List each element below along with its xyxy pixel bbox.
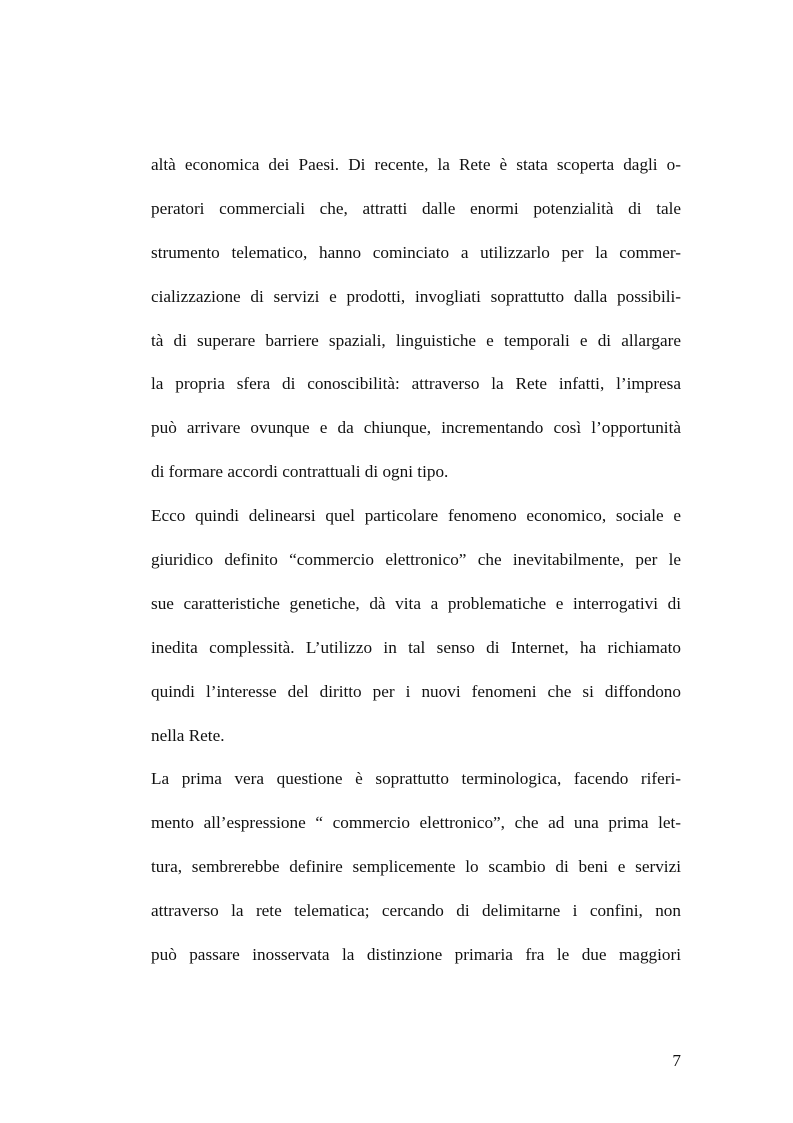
text-line: di formare accordi contrattuali di ogni tipo. [151,462,449,482]
text-line: tà di superare barriere spaziali, linguistiche e temporali e di allargare [151,330,681,350]
text-line: mento all’espressione “ commercio elettronico”, che ad una prima let- [151,813,681,833]
text-line: Ecco quindi delinearsi quel particolare fenomeno economico, sociale e [151,506,681,526]
text-line: la propria sfera di conoscibilità: attraverso la Rete infatti, l’impresa [151,374,681,394]
text-line: attraverso la rete telematica; cercando di delimitarne i confini, non [151,901,681,921]
text-line: può arrivare ovunque e da chiunque, incrementando così l’opportunità [151,418,681,438]
page-number: 7 [672,1051,681,1070]
body-text [151,143,681,977]
text-line: nella Rete. [151,725,225,745]
text-line: inedita complessità. L’utilizzo in tal senso di Internet, ha richiamato [151,637,681,657]
text-line: quindi l’interesse del diritto per i nuovi fenomeni che si diffondono [151,681,681,701]
text-line: sue caratteristiche genetiche, dà vita a problematiche e interrogativi di [151,593,681,613]
text-line: La prima vera questione è soprattutto terminologica, facendo riferi- [151,769,681,789]
text-line: giuridico definito “commercio elettronico” che inevitabilmente, per le [151,550,681,570]
text-line: tura, sembrerebbe definire semplicemente lo scambio di beni e servizi [151,857,681,877]
text-line: altà economica dei Paesi. Di recente, la Rete è stata scoperta dagli o- [151,155,681,174]
text-line: strumento telematico, hanno cominciato a utilizzarlo per la commer- [151,242,681,262]
text-line: cializzazione di servizi e prodotti, invogliati soprattutto dalla possibili- [151,286,681,306]
text-line: peratori commerciali che, attratti dalle enormi potenzialità di tale [151,198,681,218]
text-line: può passare inosservata la distinzione primaria fra le due maggiori [151,945,681,965]
